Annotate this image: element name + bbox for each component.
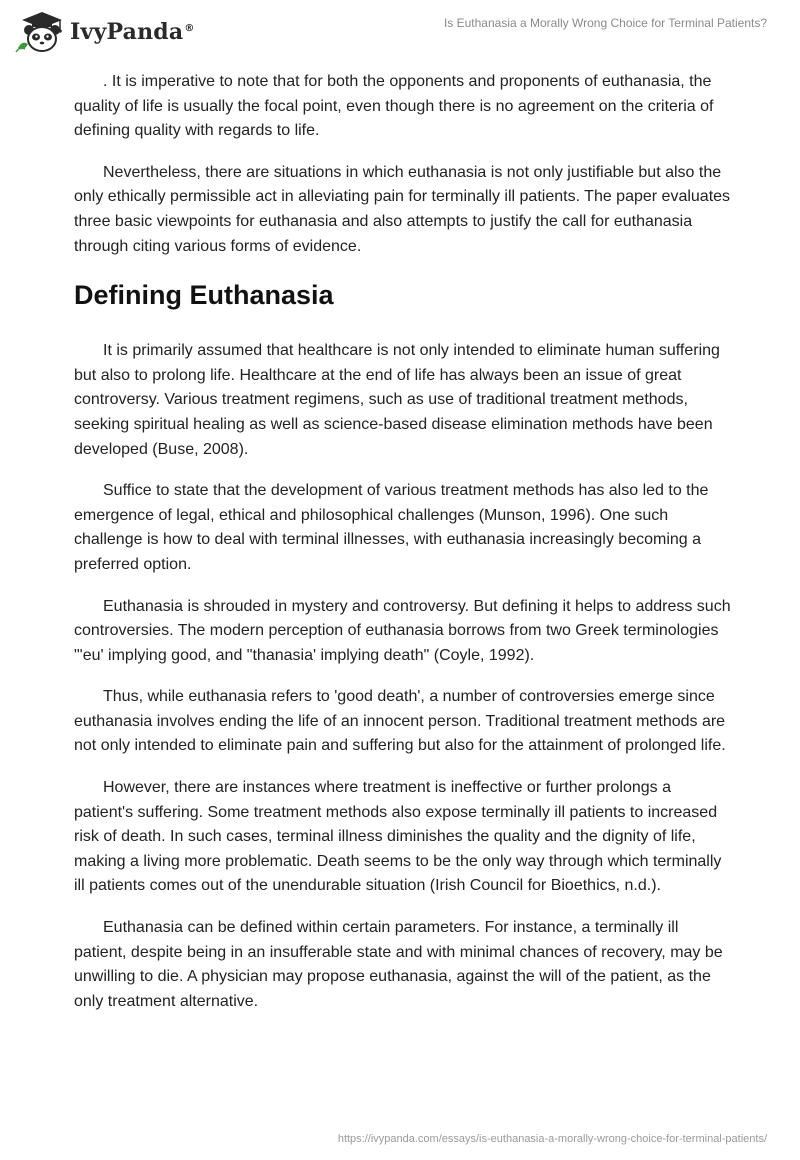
paragraph: It is primarily assumed that healthcare is not only intended to eliminate human suffering but also to prolong life. Healthcare at the end of life has always been an issue of great controversy. Various treatment regimens, such as use of traditional treatment methods, seeking spiritual healing as well as science-based disease elimination methods have been developed (Buse, 2008). <box>74 342 720 458</box>
panda-graduate-icon <box>12 8 66 56</box>
paragraph: However, there are instances where treatment is ineffective or further prolongs a patient's suffering. Some treatment methods also expose terminally ill patients to increased risk of death. In such cases, terminal illness diminishes the quality and the dignity of life, making a living more problematic. Death seems to be the only way through which terminally ill patients comes out of the unendurable situation (Irish Council for Bioethics, n.d.). <box>74 779 722 895</box>
paragraph: Suffice to state that the development of various treatment methods has also led to the emergence of legal, ethical and philosophical challenges (Munson, 1996). One such challenge is how to deal with terminal illnesses, with euthanasia increasingly becoming a preferred option. <box>74 482 709 573</box>
paragraph: Euthanasia can be defined within certain parameters. For instance, a terminally ill patient, despite being in an insufferable state and with minimal chances of recovery, may be unwilling to die. A physician may propose euthanasia, against the will of the patient, as the only treatment alternative. <box>74 919 723 1010</box>
section-heading: Defining Euthanasia <box>74 280 334 311</box>
brand-name: IvyPanda® <box>70 19 195 45</box>
brand-logo[interactable] <box>12 8 195 56</box>
page-header <box>0 0 800 64</box>
paragraph: . It is imperative to note that for both the opponents and proponents of euthanasia, the quality of life is usually the focal point, even though there is no agreement on the criteria of defining quality with regards to life. <box>74 73 714 140</box>
registered-mark: ® <box>184 22 195 34</box>
source-url[interactable]: https://ivypanda.com/essays/is-euthanasia-a-morally-wrong-choice-for-terminal-patients/ <box>337 1133 767 1145</box>
paragraph: Thus, while euthanasia refers to 'good death', a number of controversies emerge since euthanasia involves ending the life of an innocent person. Traditional treatment methods are not only intended to eliminate pain and suffering but also for the attainment of prolonged life. <box>74 688 726 755</box>
paragraph: Euthanasia is shrouded in mystery and controversy. But defining it helps to address such controversies. The modern perception of euthanasia borrows from two Greek terminologies "'eu' implying good, and "thanasia' implying death" (Coyle, 1992). <box>74 597 731 664</box>
paragraph: Nevertheless, there are situations in which euthanasia is not only justifiable but also the only ethically permissible act in alleviating pain for terminally ill patients. The paper evaluates three basic viewpoints for euthanasia and also attempts to justify the call for euthanasia through citing various forms of evidence. <box>74 163 731 255</box>
essay-body <box>74 70 734 1031</box>
document-title: Is Euthanasia a Morally Wrong Choice for Terminal Patients? <box>443 16 767 30</box>
